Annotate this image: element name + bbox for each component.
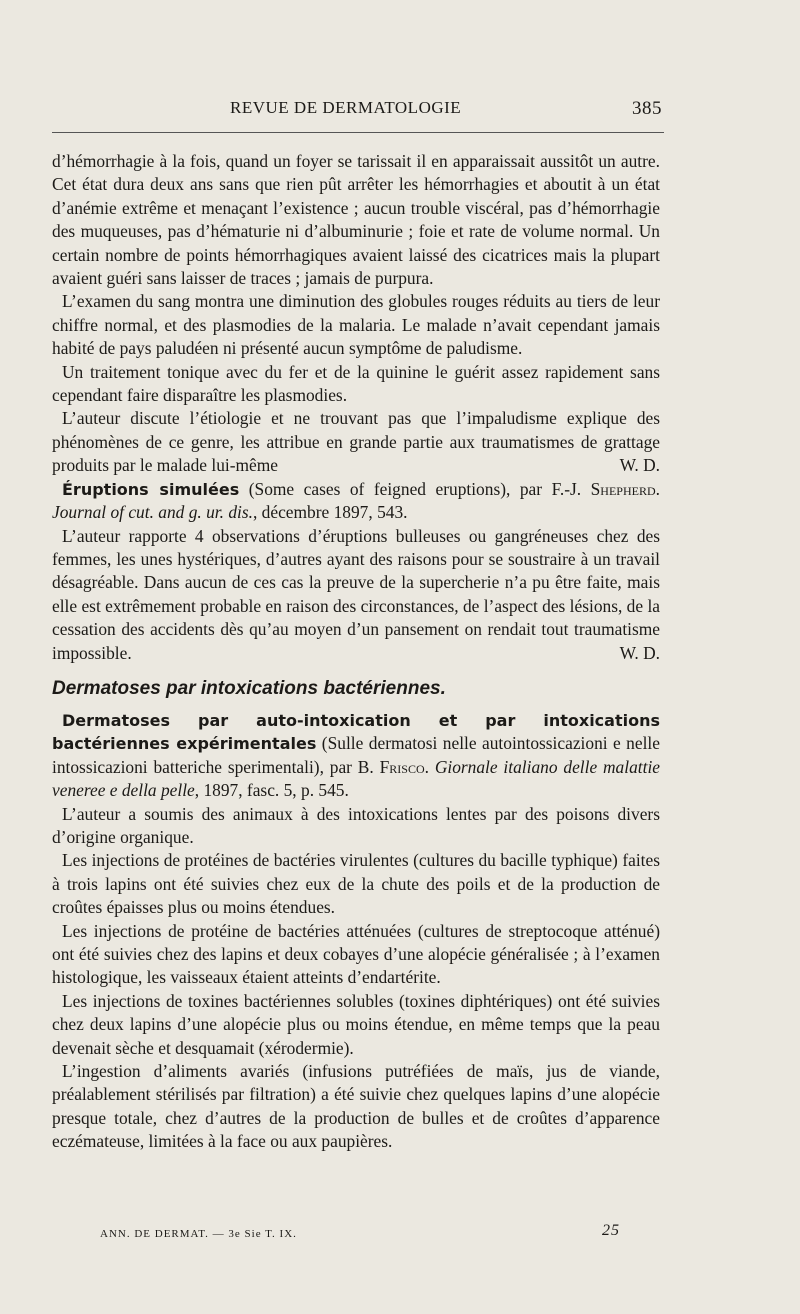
- entry-journal: Journal of cut. and g. ur. dis.: [52, 502, 253, 523]
- paragraph: [52, 407, 660, 477]
- entry-heading: [52, 709, 660, 803]
- page-header: [50, 98, 662, 122]
- page-footer: [100, 1222, 620, 1246]
- section-title: Dermatoses par intoxications bactériennes.: [52, 677, 446, 699]
- entry-date: , 1897, fasc. 5, p. 545.: [194, 780, 349, 801]
- author-initials: W. D.: [619, 455, 660, 476]
- entry-title: Dermatoses par auto-intoxication et par intoxications bactériennes expérimentales: [52, 710, 660, 754]
- paragraph: [52, 525, 660, 665]
- paragraph: d’hémorrhagie à la fois, quand un foyer se tarissait il en apparaissait aussitôt un autre. Cet état dura deux ans sans que rien pût arrêter les hémorrhagies et aboutit à un état d’anémie extrême et menaçant l’existence ; aucun trouble viscéral, pas d’hémorrhagie des muqueuses, pas d’hématurie ni d’albuminurie ; foie et rate de volume normal. Un certain nombre de points hémorrhagiques avaient laissé des cicatrices mais la plupart avaient guéri sans laisser de traces ; jamais de purpura.: [52, 151, 660, 289]
- entry-author: Shepherd.: [590, 478, 660, 499]
- paragraph: Les injections de toxines bactériennes solubles (toxines diphtériques) ont été suivies chez deux lapins d’une alopécie plus ou moins étendue, en même temps que la peau devenait sèche et desquamait (xérodermie).: [52, 990, 660, 1058]
- running-head: REVUE DE DERMATOLOGIE: [230, 98, 462, 117]
- paragraph-text: L’auteur rapporte 4 observations d’éruptions bulleuses ou gangréneuses chez des femmes, les unes hystériques, d’autres ayant des raisons pour se soustraire à un travail désagréable. Dans aucun de ces cas la preuve de la supercherie n’a pu être faite, mais elle est extrêmement probable en raison des circonstances, de l’aspect des lésions, de la cessation des accidents dès qu’au moyen d’un pansement on rendait tout traumatisme impossible.: [52, 525, 660, 663]
- entry-translation: (Some cases of feigned eruptions), par F.-J.: [248, 478, 582, 499]
- paragraph: L’ingestion d’aliments avariés (infusions putréfiées de maïs, jus de viande, préalablement stérilisés par filtration) a été suivie chez quelques lapins d’une alopécie presque totale, chez d’autres de la production de bulles et de croûtes d’apparence eczémateuse, limitées à la face ou aux paupières.: [52, 1061, 660, 1152]
- paragraph: L’examen du sang montra une diminution des globules rouges réduits au tiers de leur chiffre normal, et des plasmodies de la malaria. Le malade n’avait cependant jamais habité de pays paludéen ni présenté aucun symptôme de paludisme.: [52, 291, 660, 359]
- entry-date: , décembre 1897, 543.: [252, 502, 408, 523]
- printer-signature: ANN. DE DERMAT. — 3e Sie T. IX.: [100, 1228, 297, 1240]
- author-initials: W. D.: [619, 642, 660, 663]
- body-text: [52, 150, 660, 1154]
- page-number: 385: [632, 98, 662, 119]
- entry-author: Frisco.: [379, 756, 429, 777]
- entry-heading: [52, 478, 660, 525]
- paragraph: Les injections de protéines de bactéries virulentes (cultures du bacille typhique) faites à trois lapins ont été suivies chez eux de la chute des poils et de la production de croûtes épaisses plus ou moins étendues.: [52, 850, 660, 918]
- header-rule: [52, 132, 664, 133]
- paragraph: L’auteur a soumis des animaux à des intoxications lentes par des poisons divers d’origine organique.: [52, 803, 660, 847]
- sheet-number: 25: [602, 1222, 620, 1239]
- paragraph-text: L’auteur discute l’étiologie et ne trouvant pas que l’impaludisme explique des phénomènes de ce genre, les attribue en grande partie aux traumatismes de grattage produits par le malade lui-même: [52, 408, 660, 476]
- paragraph: Les injections de protéine de bactéries atténuées (cultures de streptocoque atténué) ont été suivies chez des lapins et deux cobayes d’une alopécie généralisée ; à l’examen histologique, les vaisseaux étaient atteints d’endartérite.: [52, 920, 660, 988]
- entry-journal: Giornale italiano delle malattie veneree e della pelle: [52, 756, 660, 801]
- entry-translation: (Sulle dermatosi nelle autointossicazioni e nelle intossicazioni batteriche sperimentali), par B.: [52, 733, 660, 777]
- paragraph: Un traitement tonique avec du fer et de la quinine le guérit assez rapidement sans cependant faire disparaître les plasmodies.: [52, 361, 660, 406]
- entry-title: Éruptions simulées: [62, 479, 240, 499]
